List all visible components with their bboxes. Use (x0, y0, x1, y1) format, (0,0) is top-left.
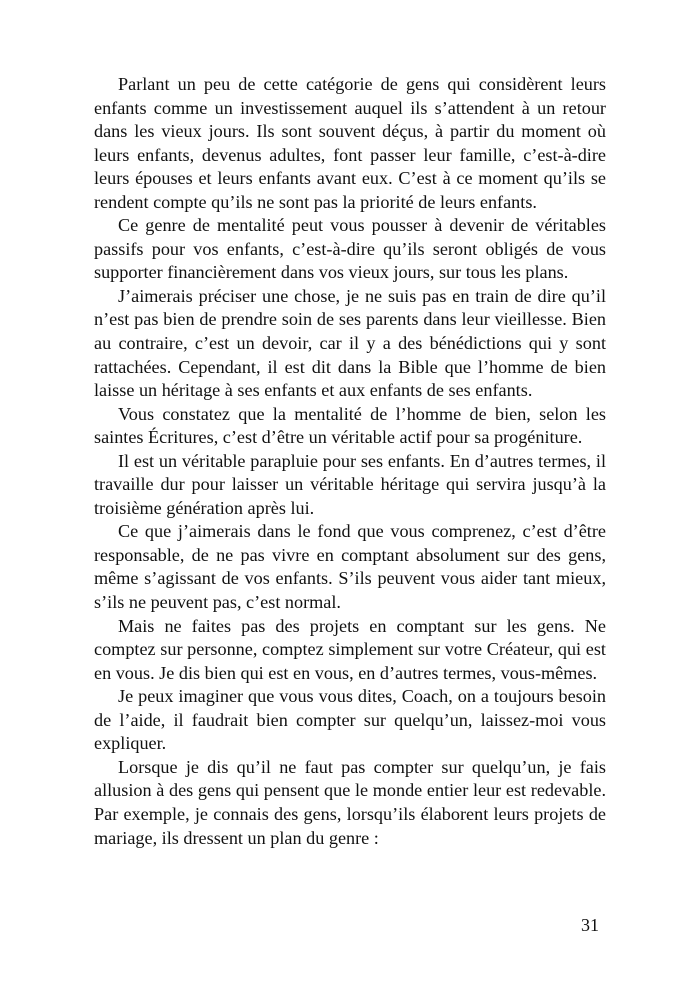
paragraph: J’aimerais préciser une chose, je ne suis pas en train de dire qu’il n’est pas bien de prendre soin de ses parents dans leur vieillesse. Bien au contraire, c’est un devoir, car il y a des bénédictions qui y sont rattachées. Cependant, il est dit dans la Bible que l’homme de bien laisse un héritage à ses enfants et aux enfants de ses enfants. (94, 285, 606, 401)
paragraph: Je peux imaginer que vous vous dites, Coach, on a toujours besoin de l’aide, il faudrait bien compter sur quelqu’un, laissez-moi vous expliquer. (94, 686, 606, 754)
paragraph: Ce que j’aimerais dans le fond que vous comprenez, c’est d’être responsable, de ne pas vivre en comptant absolument sur des gens, même s’agissant de vos enfants. S’ils peuvent vous aider tant mieux, s’ils ne peuvent pas, c’est normal. (94, 521, 606, 613)
paragraph: Ce genre de mentalité peut vous pousser à devenir de véritables passifs pour vos enfants, c’est-à-dire qu’ils seront obligés de vous supporter financièrement dans vos vieux jours, sur tous les plans. (94, 215, 606, 283)
paragraph: Parlant un peu de cette catégorie de gens qui considèrent leurs enfants comme un investissement auquel ils s’attendent à un retour dans les vieux jours. Ils sont souvent déçus, à partir du moment où leurs enfants, devenus adultes, font passer leur famille, c’est-à-dire leurs épouses et leurs enfants avant eux. C’est à ce moment qu’ils se rendent compte qu’ils ne sont pas la priorité de leurs enfants. (94, 74, 606, 212)
paragraph: Vous constatez que la mentalité de l’homme de bien, selon les saintes Écritures, c’est d’être un véritable actif pour sa progéniture. (94, 403, 606, 448)
page-body (94, 73, 606, 850)
paragraph: Il est un véritable parapluie pour ses enfants. En d’autres termes, il travaille dur pour laisser un véritable héritage qui servira jusqu’à la troisième génération après lui. (94, 450, 606, 518)
paragraph: Lorsque je dis qu’il ne faut pas compter sur quelqu’un, je fais allusion à des gens qui pensent que le monde entier leur est redevable. Par exemple, je connais des gens, lorsqu’ils élaborent leurs projets de mariage, ils dressent un plan du genre : (94, 756, 606, 848)
page-number: 31 (581, 915, 599, 935)
paragraph: Mais ne faites pas des projets en comptant sur les gens. Ne comptez sur personne, comptez simplement sur votre Créateur, qui est en vous. Je dis bien qui est en vous, en d’autres termes, vous-mêmes. (94, 615, 606, 683)
